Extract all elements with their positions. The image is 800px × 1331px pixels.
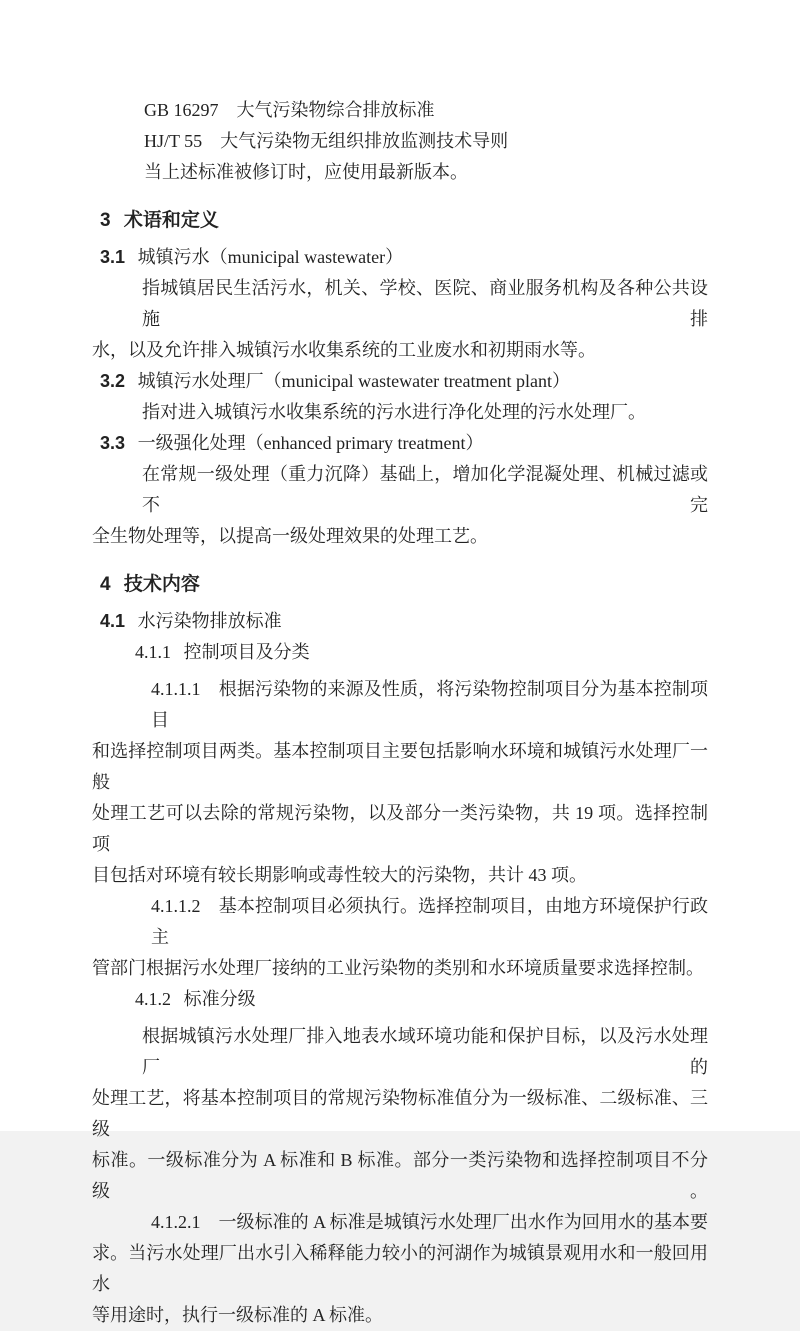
paragraph-line: 全生物处理等，以提高一级处理效果的处理工艺。 xyxy=(92,526,488,546)
paragraph-line: 处理工艺，将基本控制项目的常规污染物标准值分为一级标准、二级标准、三级 xyxy=(92,1088,708,1139)
clause-title: 水污染物排放标准 xyxy=(137,611,282,631)
section-title: 术语和定义 xyxy=(123,210,219,231)
paragraph-line: 等用途时，执行一级标准的 A 标准。 xyxy=(92,1305,384,1325)
reference-line: 当上述标准被修订时，应使用最新版本。 xyxy=(144,162,468,182)
clause-title: 控制项目及分类 xyxy=(183,642,310,662)
paragraph-line: 标准。一级标准分为 A 标准和 B 标准。部分一类污染物和选择控制项目不分级。 xyxy=(92,1150,708,1201)
paragraph-line: 在常规一级处理（重力沉降）基础上，增加化学混凝处理、机械过滤或不完 xyxy=(142,464,708,515)
paragraph-line: 根据城镇污水处理厂排入地表水域环境功能和保护目标，以及污水处理厂的 xyxy=(142,1026,708,1077)
paragraph-line: 4.1.1.2 基本控制项目必须执行。选择控制项目，由地方环境保护行政主 xyxy=(151,896,708,947)
paragraph-line: 4.1.1.1 根据污染物的来源及性质，将污染物控制项目分为基本控制项目 xyxy=(151,679,708,730)
clause-number: 4.1.1 xyxy=(135,642,171,662)
section-number: 4 xyxy=(100,574,111,595)
clause-number: 4.1.2 xyxy=(135,989,171,1009)
clause-title: 城镇污水（municipal wastewater） xyxy=(137,247,404,267)
clause-title: 一级强化处理（enhanced primary treatment） xyxy=(137,433,484,453)
clause-number: 3.1 xyxy=(100,247,126,267)
paragraph-line: 和选择控制项目两类。基本控制项目主要包括影响水环境和城镇污水处理厂一般 xyxy=(92,741,708,792)
paragraph-line: 求。当污水处理厂出水引入稀释能力较小的河湖作为城镇景观用水和一般回用水 xyxy=(92,1243,708,1294)
clause-heading-4-1-2 xyxy=(135,984,708,1015)
clause-heading-4-1-1 xyxy=(135,637,708,668)
section-heading-tech xyxy=(100,569,708,600)
paragraph-line: 指对进入城镇污水收集系统的污水进行净化处理的污水处理厂。 xyxy=(142,402,646,422)
reference-line: GB 16297 大气污染物综合排放标准 xyxy=(144,100,435,120)
clause-heading-3-1 xyxy=(100,242,708,273)
paragraph-line: 指城镇居民生活污水，机关、学校、医院、商业服务机构及各种公共设施排 xyxy=(142,278,708,329)
paragraph-line: 管部门根据污水处理厂接纳的工业污染物的类别和水环境质量要求选择控制。 xyxy=(92,958,704,978)
paragraph-line: 4.1.2.1 一级标准的 A 标准是城镇污水处理厂出水作为回用水的基本要 xyxy=(151,1212,708,1232)
clause-number: 4.1 xyxy=(100,611,126,631)
clause-heading-3-3 xyxy=(100,428,708,459)
section-title: 技术内容 xyxy=(123,574,200,595)
clause-title: 城镇污水处理厂（municipal wastewater treatment plant） xyxy=(137,371,571,391)
paragraph-line: 处理工艺可以去除的常规污染物，以及部分一类污染物，共 19 项。选择控制项 xyxy=(92,803,708,854)
section-number: 3 xyxy=(100,210,111,231)
paragraph-line: 目包括对环境有较长期影响或毒性较大的污染物，共计 43 项。 xyxy=(92,865,587,885)
clause-number: 3.3 xyxy=(100,433,126,453)
paragraph-line: 水，以及允许排入城镇污水收集系统的工业废水和初期雨水等。 xyxy=(92,340,596,360)
section-heading-terms xyxy=(100,205,708,236)
reference-line: HJ/T 55 大气污染物无组织排放监测技术导则 xyxy=(144,131,509,151)
clause-number: 3.2 xyxy=(100,371,126,391)
clause-heading-3-2 xyxy=(100,366,708,397)
clause-title: 标准分级 xyxy=(183,989,256,1009)
clause-heading-4-1 xyxy=(100,606,708,637)
